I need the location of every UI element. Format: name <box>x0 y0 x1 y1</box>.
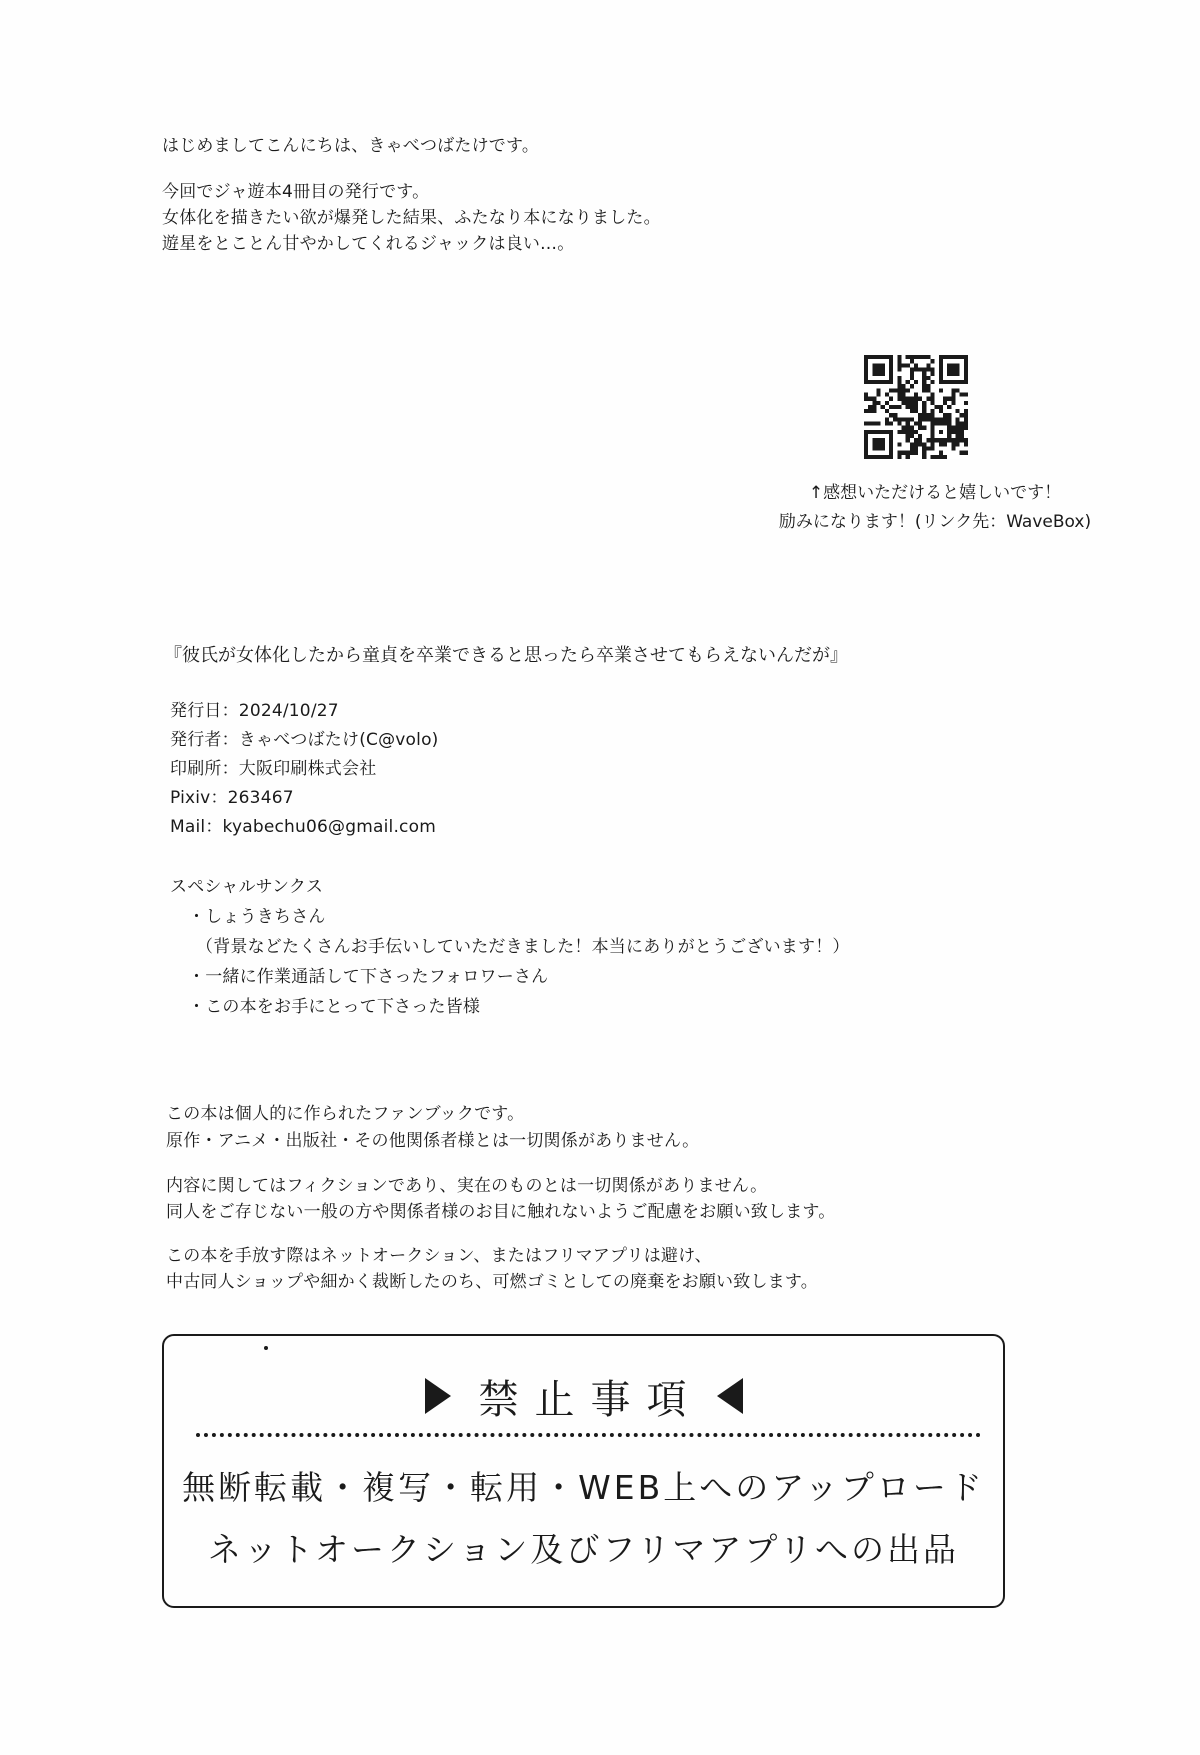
qr-module <box>901 417 905 421</box>
qr-module <box>960 451 964 455</box>
qr-module <box>897 384 901 388</box>
qr-module <box>918 367 922 371</box>
qr-module <box>956 422 960 426</box>
qr-module <box>918 442 922 446</box>
qr-module <box>960 392 964 396</box>
qr-module <box>914 380 918 384</box>
qr-module <box>951 430 955 434</box>
qr-module <box>943 401 947 405</box>
qr-module <box>943 397 947 401</box>
qr-module <box>864 422 868 426</box>
publish-date: 発行日：2024/10/27 <box>170 701 339 721</box>
qr-module <box>931 367 935 371</box>
qr-module <box>926 384 930 388</box>
qr-module <box>897 442 901 446</box>
qr-module <box>926 397 930 401</box>
qr-module <box>951 442 955 446</box>
qr-module <box>910 430 914 434</box>
qr-module <box>897 405 901 409</box>
qr-module <box>901 401 905 405</box>
qr-module <box>914 363 918 367</box>
intro-line: 女体化を描きたい欲が爆発した結果、ふたなり本になりました。 <box>162 208 661 228</box>
qr-module <box>964 392 968 396</box>
qr-module <box>906 401 910 405</box>
printer: 印刷所：大阪印刷株式会社 <box>170 759 377 779</box>
qr-module <box>931 455 935 459</box>
qr-module <box>918 426 922 430</box>
qr-module <box>910 409 914 413</box>
qr-module <box>868 397 872 401</box>
qr-module <box>935 455 939 459</box>
qr-module <box>906 380 910 384</box>
qr-module <box>868 422 872 426</box>
qr-module <box>951 388 955 392</box>
qr-module <box>926 363 930 367</box>
qr-module <box>914 409 918 413</box>
qr-module <box>918 422 922 426</box>
qr-alignment <box>939 430 943 434</box>
qr-module <box>906 430 910 434</box>
qr-module <box>960 430 964 434</box>
qr-caption-link: 励みになります！(リンク先：WaveBox) <box>778 512 1092 532</box>
qr-module <box>906 363 910 367</box>
qr-module <box>901 430 905 434</box>
qr-module <box>872 397 876 401</box>
qr-module <box>885 392 889 396</box>
qr-module <box>885 417 889 421</box>
qr-module <box>897 422 901 426</box>
qr-module <box>910 447 914 451</box>
qr-module <box>956 417 960 421</box>
intro-line: 遊星をとことん甘やかしてくれるジャックは良い…。 <box>162 234 575 254</box>
qr-module <box>901 392 905 396</box>
qr-module <box>910 442 914 446</box>
qr-module <box>897 363 901 367</box>
qr-module <box>931 380 935 384</box>
qr-module <box>922 372 926 376</box>
qr-module <box>885 401 889 405</box>
thanks-item: ・しょうきちさん <box>188 907 326 927</box>
qr-module <box>889 397 893 401</box>
qr-module <box>964 438 968 442</box>
qr-module <box>906 426 910 430</box>
qr-module <box>876 388 880 392</box>
qr-module <box>885 409 889 413</box>
qr-module <box>956 438 960 442</box>
qr-module <box>901 426 905 430</box>
qr-module <box>951 447 955 451</box>
qr-module <box>897 376 901 380</box>
notice-line: 中古同人ショップや細かく裁断したのち、可燃ゴミとしての廃棄をお願い致します。 <box>166 1272 818 1292</box>
qr-module <box>914 430 918 434</box>
qr-module <box>939 405 943 409</box>
notice-line: 同人をご存じない一般の方や関係者様のお目に触れないようご配慮をお願い致します。 <box>166 1202 836 1222</box>
publisher: 発行者：きゃべつばたけ(C@volo) <box>170 730 439 750</box>
qr-module <box>922 455 926 459</box>
qr-module <box>922 426 926 430</box>
qr-module <box>906 388 910 392</box>
qr-module <box>922 376 926 380</box>
qr-module <box>872 422 876 426</box>
qr-module <box>939 417 943 421</box>
qr-module <box>889 422 893 426</box>
qr-module <box>922 388 926 392</box>
qr-module <box>910 376 914 380</box>
qr-module <box>906 355 910 359</box>
qr-module <box>939 442 943 446</box>
qr-module <box>922 380 926 384</box>
qr-module <box>947 417 951 421</box>
qr-module <box>876 401 880 405</box>
triangle-left-icon <box>717 1378 743 1414</box>
qr-module <box>893 413 897 417</box>
qr-module <box>926 388 930 392</box>
qr-module <box>935 405 939 409</box>
qr-module <box>931 447 935 451</box>
qr-module <box>922 413 926 417</box>
qr-module <box>897 430 901 434</box>
qr-module <box>872 401 876 405</box>
qr-module <box>931 401 935 405</box>
qr-module <box>906 405 910 409</box>
qr-module <box>906 422 910 426</box>
qr-module <box>922 384 926 388</box>
qr-module <box>964 409 968 413</box>
qr-module <box>956 434 960 438</box>
qr-module <box>918 434 922 438</box>
qr-module <box>960 422 964 426</box>
qr-module <box>947 413 951 417</box>
qr-module <box>951 426 955 430</box>
qr-module <box>918 438 922 442</box>
qr-module <box>901 451 905 455</box>
qr-module <box>939 409 943 413</box>
qr-module <box>926 447 930 451</box>
qr-module <box>897 451 901 455</box>
qr-module <box>922 451 926 455</box>
qr-module <box>906 438 910 442</box>
notice-line: 内容に関してはフィクションであり、実在のものとは一切関係がありません。 <box>166 1176 768 1196</box>
qr-module <box>897 380 901 384</box>
qr-module <box>926 417 930 421</box>
prohibited-line: 無断転載・複写・転用・WEB上へのアップロード <box>182 1468 985 1507</box>
qr-module <box>947 405 951 409</box>
qr-module <box>868 409 872 413</box>
qr-module <box>926 367 930 371</box>
qr-module <box>910 359 914 363</box>
qr-module <box>910 451 914 455</box>
qr-module <box>947 397 951 401</box>
qr-module <box>910 401 914 405</box>
prohibited-title-row <box>164 1368 1003 1424</box>
qr-module <box>922 447 926 451</box>
qr-module <box>914 405 918 409</box>
qr-module <box>906 451 910 455</box>
qr-module <box>910 426 914 430</box>
intro-line: 今回でジャ遊本4冊目の発行です。 <box>162 182 430 202</box>
qr-module <box>931 392 935 396</box>
prohibited-title: 禁止事項 <box>478 1376 703 1423</box>
qr-module <box>906 434 910 438</box>
qr-module <box>901 397 905 401</box>
qr-module <box>931 397 935 401</box>
qr-module <box>881 405 885 409</box>
qr-module <box>897 355 901 359</box>
qr-module <box>910 417 914 421</box>
qr-module <box>922 417 926 421</box>
qr-module <box>918 355 922 359</box>
qr-module <box>956 388 960 392</box>
qr-module <box>960 434 964 438</box>
qr-module <box>964 451 968 455</box>
qr-module <box>897 367 901 371</box>
qr-module <box>926 376 930 380</box>
qr-module <box>964 401 968 405</box>
qr-module <box>914 355 918 359</box>
qr-module <box>872 409 876 413</box>
notice-line: 原作・アニメ・出版社・その他関係者様とは一切関係がありません。 <box>166 1131 700 1151</box>
qr-module <box>897 388 901 392</box>
qr-module <box>872 405 876 409</box>
qr-module <box>910 367 914 371</box>
qr-module <box>914 367 918 371</box>
thanks-item: ・この本をお手にとって下さった皆様 <box>188 997 481 1017</box>
qr-module <box>956 442 960 446</box>
qr-module <box>893 405 897 409</box>
qr-module <box>897 455 901 459</box>
qr-module <box>926 438 930 442</box>
qr-module <box>910 372 914 376</box>
qr-module <box>951 401 955 405</box>
qr-code-icon[interactable] <box>864 355 968 459</box>
qr-module <box>951 438 955 442</box>
thanks-item: ・一緒に作業通話して下さったフォロワーさん <box>188 967 549 987</box>
qr-module <box>906 397 910 401</box>
qr-module <box>910 405 914 409</box>
qr-module <box>931 372 935 376</box>
qr-module <box>910 434 914 438</box>
qr-module <box>943 455 947 459</box>
qr-module <box>918 397 922 401</box>
qr-module <box>876 422 880 426</box>
qr-module <box>943 413 947 417</box>
qr-module <box>897 397 901 401</box>
ink-speck <box>264 1346 268 1350</box>
qr-module <box>914 447 918 451</box>
thanks-heading: スペシャルサンクス <box>170 877 324 897</box>
qr-module <box>868 405 872 409</box>
qr-module <box>939 388 943 392</box>
qr-module <box>897 392 901 396</box>
notice-line: この本は個人的に作られたファンブックです。 <box>166 1104 525 1124</box>
qr-module <box>914 438 918 442</box>
qr-module <box>918 413 922 417</box>
qr-module <box>935 417 939 421</box>
qr-module <box>864 392 868 396</box>
qr-module <box>914 451 918 455</box>
qr-module <box>876 392 880 396</box>
prohibited-box <box>162 1334 1005 1608</box>
qr-module <box>964 422 968 426</box>
qr-module <box>910 355 914 359</box>
qr-module <box>960 438 964 442</box>
pixiv-id: Pixiv：263467 <box>170 788 294 808</box>
qr-module <box>939 451 943 455</box>
qr-module <box>889 388 893 392</box>
triangle-right-icon <box>425 1378 451 1414</box>
qr-module <box>864 397 868 401</box>
intro-greeting: はじめましてこんにちは、きゃべつばたけです。 <box>162 136 540 156</box>
qr-module <box>889 405 893 409</box>
qr-module <box>956 430 960 434</box>
qr-module <box>889 413 893 417</box>
qr-module <box>931 442 935 446</box>
qr-module <box>897 359 901 363</box>
qr-module <box>901 388 905 392</box>
qr-module <box>922 401 926 405</box>
qr-module <box>864 409 868 413</box>
prohibited-line: ネットオークション及びフリマアプリへの出品 <box>207 1530 960 1569</box>
qr-module <box>926 413 930 417</box>
qr-module <box>910 397 914 401</box>
qr-module <box>893 388 897 392</box>
notice-line: この本を手放す際はネットオークション、またはフリマアプリは避け、 <box>166 1246 712 1266</box>
qr-module <box>964 426 968 430</box>
qr-module <box>910 384 914 388</box>
qr-module <box>922 355 926 359</box>
qr-module <box>931 417 935 421</box>
contact-email[interactable]: Mail：kyabechu06@gmail.com <box>170 817 436 837</box>
dotted-divider <box>196 1433 981 1437</box>
qr-module <box>922 409 926 413</box>
qr-module <box>901 384 905 388</box>
qr-module <box>914 401 918 405</box>
qr-module <box>931 413 935 417</box>
qr-module <box>914 392 918 396</box>
qr-module <box>922 442 926 446</box>
qr-module <box>931 359 935 363</box>
qr-module <box>956 426 960 430</box>
qr-module <box>914 422 918 426</box>
qr-module <box>931 409 935 413</box>
qr-caption: ↑感想いただけると嬉しいです！ <box>808 483 1062 503</box>
qr-module <box>922 367 926 371</box>
qr-module <box>964 417 968 421</box>
qr-module <box>951 392 955 396</box>
qr-module <box>960 426 964 430</box>
qr-module <box>922 405 926 409</box>
qr-module <box>914 442 918 446</box>
qr-module <box>964 413 968 417</box>
qr-module <box>885 422 889 426</box>
qr-module <box>906 417 910 421</box>
qr-module <box>960 413 964 417</box>
qr-module <box>956 409 960 413</box>
qr-module <box>893 417 897 421</box>
qr-module <box>951 397 955 401</box>
qr-module <box>939 455 943 459</box>
qr-module <box>926 355 930 359</box>
qr-module <box>914 397 918 401</box>
qr-module <box>943 417 947 421</box>
qr-module <box>918 417 922 421</box>
qr-module <box>964 442 968 446</box>
qr-module <box>901 363 905 367</box>
qr-module <box>906 455 910 459</box>
thanks-note: （背景などたくさんお手伝いしていただきました！本当にありがとうございます！） <box>196 937 850 957</box>
book-title: 『彼氏が女体化したから童貞を卒業できると思ったら卒業させてもらえないんだが』 <box>164 645 848 666</box>
qr-module <box>943 442 947 446</box>
qr-module <box>897 417 901 421</box>
